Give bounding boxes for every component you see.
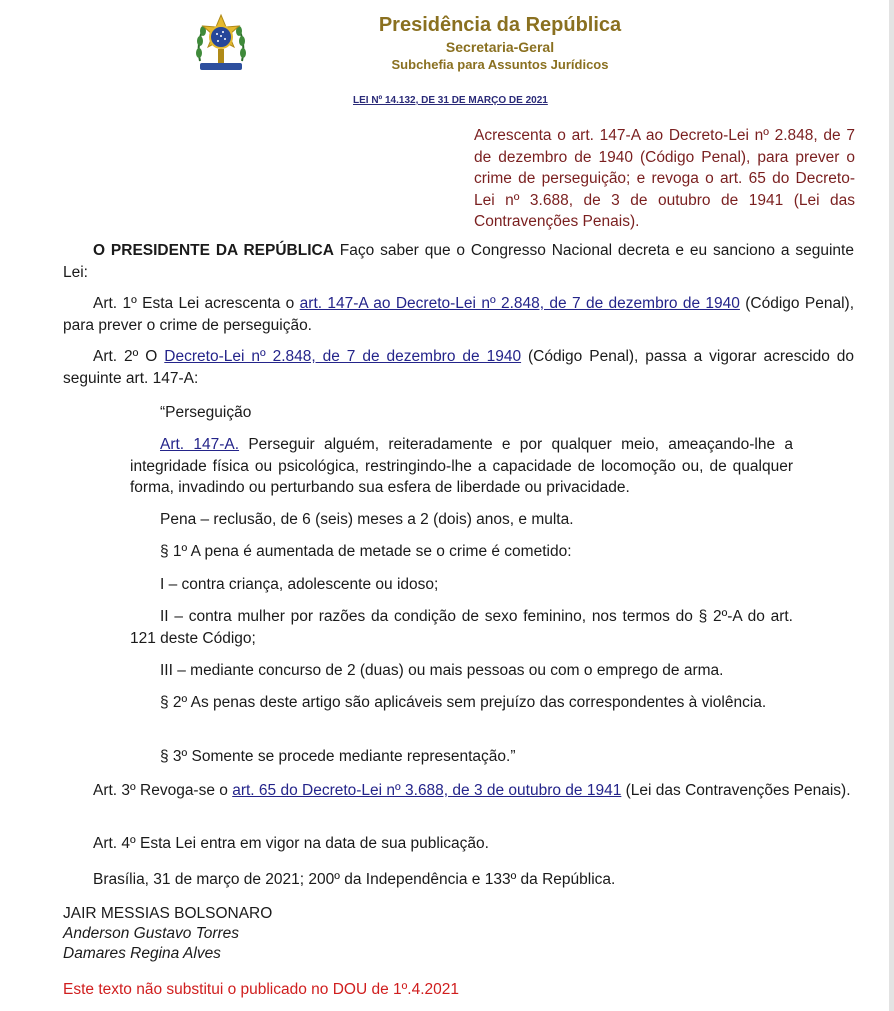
dou-notice: Este texto não substitui o publicado no DOU de 1º.4.2021 <box>63 981 459 998</box>
article-1 <box>63 293 854 336</box>
preamble <box>63 240 854 283</box>
article-2-post: (Código Penal), passa a vigorar acrescido do seguinte art. 147-A: <box>63 348 854 387</box>
header-secretaria: Secretaria-Geral <box>445 39 555 55</box>
preamble-bold: O PRESIDENTE DA REPÚBLICA <box>93 242 334 259</box>
law-title-link[interactable]: LEI Nº 14.132, DE 31 DE MARÇO DE 2021 <box>353 95 548 106</box>
article-3-post: (Lei das Contravenções Penais). <box>621 782 851 799</box>
article-1-pre: Esta Lei acrescenta o <box>136 295 300 312</box>
paragraph-3: § 3º Somente se procede mediante representação.” <box>160 748 516 765</box>
ementa: Acrescenta o art. 147-A ao Decreto-Lei nº 2.848, de 7 de dezembro de 1940 (Código Penal), para prever o crime de perseguição; e revoga o art. 65 do Decreto-Lei nº 3.688, de 3 de outubro de 1941 (Lei das Contravenções Penais). <box>474 127 855 230</box>
inciso-2: II – contra mulher por razões da condição de sexo feminino, nos termos do § 2º-A do art. 121 deste Código; <box>130 608 793 647</box>
article-3 <box>63 780 854 802</box>
quote-heading: “Perseguição <box>160 404 252 421</box>
article-1-label: Art. 1º <box>93 295 137 312</box>
article-147a-text: Perseguir alguém, reiteradamente e por qualquer meio, ameaçando-lhe a integridade física ou psicológica, restringindo-lhe a capacidade de locomoção ou, de qualquer forma, invadindo ou perturbando sua esfera de liberdade ou privacidade. <box>130 436 793 496</box>
article-4: Art. 4º Esta Lei entra em vigor na data de sua publicação. <box>93 835 489 852</box>
closing-date: Brasília, 31 de março de 2021; 200º da Independência e 133º da República. <box>93 871 616 888</box>
article-2-label: Art. 2º <box>93 348 139 365</box>
page-edge <box>889 0 894 1011</box>
article-3-label: Art. 3º <box>93 782 136 799</box>
header-subchefia: Subchefia para Assuntos Jurídicos <box>391 57 609 72</box>
header-presidencia: Presidência da República <box>378 14 622 36</box>
paragraph-2: § 2º As penas deste artigo são aplicáveis sem prejuízo das correspondentes à violência. <box>160 694 767 711</box>
article-1-link[interactable]: art. 147-A ao Decreto-Lei nº 2.848, de 7 de dezembro de 1940 <box>299 295 740 312</box>
article-3-link[interactable]: art. 65 do Decreto-Lei nº 3.688, de 3 de outubro de 1941 <box>232 782 622 799</box>
article-2-link[interactable]: Decreto-Lei nº 2.848, de 7 de dezembro de 1940 <box>164 348 522 365</box>
article-147a <box>130 434 793 499</box>
signature-minister-2: Damares Regina Alves <box>63 945 221 962</box>
pena: Pena – reclusão, de 6 (seis) meses a 2 (dois) anos, e multa. <box>160 511 574 528</box>
article-2-pre: O <box>138 348 165 365</box>
inciso-3: III – mediante concurso de 2 (duas) ou mais pessoas ou com o emprego de arma. <box>160 662 724 679</box>
article-2 <box>63 346 854 389</box>
coat-of-arms-icon <box>192 13 250 75</box>
inciso-1: I – contra criança, adolescente ou idoso; <box>160 576 439 593</box>
signature-president: JAIR MESSIAS BOLSONARO <box>63 905 273 922</box>
paragraph-1: § 1º A pena é aumentada de metade se o crime é cometido: <box>160 543 572 560</box>
article-1-post: (Código Penal), para prever o crime de perseguição. <box>63 295 854 334</box>
signature-minister-1: Anderson Gustavo Torres <box>63 925 240 942</box>
article-147a-link[interactable]: Art. 147-A. <box>160 436 240 453</box>
preamble-text: Faço saber que o Congresso Nacional decreta e eu sanciono a seguinte Lei: <box>63 242 854 281</box>
article-3-pre: Revoga-se o <box>135 782 233 799</box>
